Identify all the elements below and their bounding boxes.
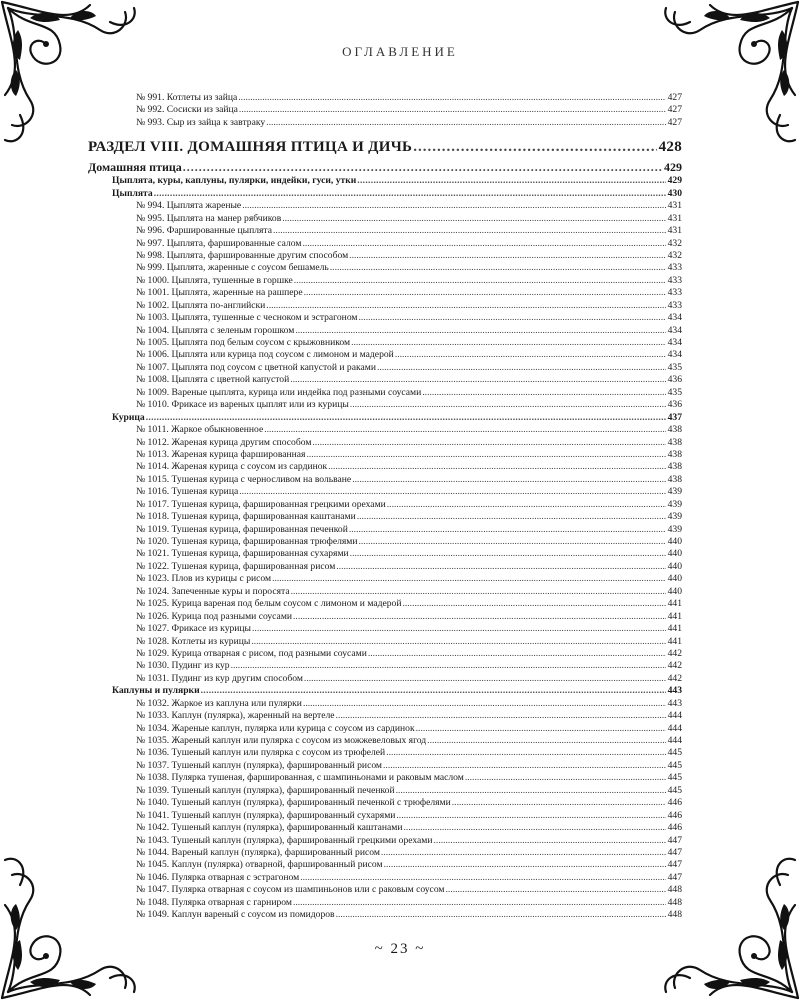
- toc-entry-title: № 1006. Цыплята или курица под соусом с лимоном и мадерой: [136, 349, 394, 361]
- dot-leader: [282, 213, 665, 225]
- dot-leader: [154, 188, 666, 200]
- toc-entry-page: 438: [667, 473, 682, 485]
- toc-entry-page: 441: [667, 610, 682, 622]
- toc-entry-page: 434: [667, 349, 682, 361]
- toc-entry-page: 439: [667, 523, 682, 535]
- toc-entry[interactable]: [88, 337, 682, 349]
- dot-leader: [381, 847, 666, 859]
- dot-leader: [336, 710, 666, 722]
- toc-entry[interactable]: [88, 250, 682, 262]
- toc-entry-title: № 1037. Тушеный каплун (пулярка), фаршированный рисом: [136, 759, 383, 771]
- toc-entry-title: № 1042. Тушеный каплун (пулярка), фаршированный каштанами: [136, 822, 403, 834]
- toc-entry-page: 447: [667, 834, 682, 846]
- toc-entry-title: № 1031. Пудинг из кур другим способом: [136, 672, 303, 684]
- toc-entry-title: № 1002. Цыплята по-английски: [136, 299, 266, 311]
- toc-entry[interactable]: [88, 710, 682, 722]
- toc-entry[interactable]: [88, 573, 682, 585]
- toc-entry-page: 435: [667, 361, 682, 373]
- dot-leader: [304, 673, 666, 685]
- toc-entry[interactable]: [88, 772, 682, 784]
- dot-leader: [330, 262, 666, 274]
- toc-entry-title: № 1026. Курица под разными соусами: [136, 610, 293, 622]
- toc-entry-title: № 996. Фаршированные цыплята: [136, 225, 273, 237]
- toc-entry[interactable]: [88, 723, 682, 735]
- toc-entry-title: № 1038. Пулярка тушеная, фаршированная, с шампиньонами и раковым маслом: [136, 772, 464, 784]
- toc-entry[interactable]: [88, 104, 682, 116]
- toc-entry-title: № 1004. Цыплята с зеленым горошком: [136, 324, 295, 336]
- toc-entry-title: № 1035. Жареный каплун или пулярка с соусом из можжевеловых ягод: [136, 735, 427, 746]
- toc-entry-title: № 1045. Каплун (пулярка) отварной, фаршированный рисом: [136, 859, 383, 871]
- dot-leader: [402, 598, 665, 610]
- toc-entry-page: 439: [667, 498, 682, 510]
- toc-entry-page: 438: [667, 448, 682, 460]
- toc-entry-page: 434: [667, 337, 682, 348]
- toc-entry-page: 431: [667, 200, 682, 212]
- dot-leader: [386, 747, 665, 759]
- toc-entry[interactable]: [88, 524, 682, 536]
- toc-entry-title: Домашняя птица: [88, 160, 182, 175]
- toc-entry-page: 447: [667, 859, 682, 871]
- dot-leader: [368, 648, 666, 660]
- toc-entry-page: 432: [667, 237, 682, 249]
- dot-leader: [403, 822, 665, 834]
- toc-entry-title: № 993. Сыр из зайца к завтраку: [136, 116, 266, 128]
- toc-entry-page: 445: [667, 747, 682, 759]
- dot-leader: [264, 424, 665, 436]
- dot-leader: [359, 312, 666, 324]
- toc-entry-title: № 1007. Цыплята под соусом с цветной капустой и раками: [136, 361, 376, 373]
- toc-entry-page: 440: [667, 548, 682, 560]
- toc-entry[interactable]: [88, 300, 682, 312]
- toc-entry-title: № 997. Цыплята, фаршированные салом: [136, 237, 302, 249]
- toc-entry-page: 434: [667, 324, 682, 336]
- toc-entry[interactable]: [88, 586, 682, 598]
- toc-entry[interactable]: [88, 474, 682, 486]
- toc-entry-page: 433: [667, 274, 682, 286]
- dot-leader: [384, 859, 666, 871]
- dot-leader: [252, 623, 666, 635]
- dot-leader: [312, 437, 665, 449]
- dot-leader: [290, 374, 665, 386]
- toc-entry-title: № 991. Котлеты из зайца: [136, 92, 238, 103]
- toc-entry-title: № 1003. Цыплята, тушенные с чесноком и эстрагоном: [136, 312, 358, 324]
- toc-entry[interactable]: [88, 810, 682, 822]
- toc-entry-page: 431: [667, 225, 682, 237]
- toc-entry-title: № 999. Цыплята, жаренные с соусом бешамель: [136, 262, 329, 274]
- toc-entry[interactable]: [88, 238, 682, 250]
- toc-entry[interactable]: [88, 872, 682, 884]
- page-number: ~ 23 ~: [374, 941, 426, 957]
- toc-entry-page: 442: [667, 647, 682, 659]
- toc-entry[interactable]: [88, 611, 682, 623]
- toc-entry[interactable]: [88, 561, 682, 573]
- toc-entry-page: 433: [667, 262, 682, 274]
- toc-entry-title: № 1046. Пулярка отварная с эстрагоном: [136, 871, 300, 883]
- toc-entry-page: 440: [667, 560, 682, 572]
- toc-entry-page: 446: [667, 809, 682, 821]
- dot-leader: [328, 461, 665, 473]
- dot-leader: [251, 636, 665, 648]
- toc-entry[interactable]: [88, 698, 682, 710]
- toc-entry-title: № 994. Цыплята жареные: [136, 200, 242, 212]
- toc-entry-title: № 1040. Тушеный каплун (пулярка), фаршированный печенкой с трюфелями: [136, 797, 451, 809]
- toc-entry[interactable]: [88, 660, 682, 672]
- toc-entry[interactable]: [88, 362, 682, 374]
- toc-entry[interactable]: [88, 160, 682, 175]
- toc-entry-page: 439: [667, 511, 682, 523]
- table-of-contents: [88, 92, 682, 922]
- toc-entry-title: № 1047. Пулярка отварная с соусом из шампиньонов или с раковым соусом: [136, 884, 445, 896]
- toc-entry-title: Цыплята, куры, каплуны, пулярки, индейки, гуси, утки: [112, 175, 357, 187]
- toc-entry[interactable]: [88, 225, 682, 237]
- dot-leader: [349, 250, 665, 262]
- toc-entry-title: № 1033. Каплун (пулярка), жаренный на вертеле: [136, 710, 335, 722]
- toc-entry-page: 438: [667, 424, 682, 436]
- toc-entry-page: 427: [667, 104, 682, 116]
- toc-entry[interactable]: [88, 374, 682, 386]
- toc-entry-page: 432: [667, 249, 682, 261]
- dot-leader: [238, 92, 665, 104]
- toc-entry-title: № 1041. Тушеный каплун (пулярка), фаршированный сухарями: [136, 809, 396, 821]
- dot-leader: [427, 735, 665, 747]
- toc-entry-title: № 1029. Курица отварная с рисом, под разными соусами: [136, 647, 367, 659]
- toc-entry-title: № 1005. Цыплята под белым соусом с крыжовником: [136, 337, 351, 348]
- dot-leader: [383, 760, 666, 772]
- toc-entry[interactable]: [88, 536, 682, 548]
- toc-entry-page: 444: [667, 735, 682, 746]
- dot-leader: [239, 486, 665, 498]
- toc-entry-page: 427: [667, 92, 682, 103]
- toc-entry-page: 440: [667, 585, 682, 597]
- toc-entry-title: № 1034. Жареные каплун, пулярка или курица с соусом из сардинок: [136, 722, 415, 734]
- toc-entry-title: № 1010. Фрикасе из вареных цыплят или из курицы: [136, 399, 349, 411]
- dot-leader: [377, 362, 666, 374]
- toc-entry[interactable]: [88, 287, 682, 299]
- dot-leader: [446, 884, 666, 896]
- toc-entry-page: 446: [667, 797, 682, 809]
- toc-entry-page: 431: [667, 212, 682, 224]
- toc-entry-page: 440: [667, 573, 682, 585]
- dot-leader: [273, 225, 666, 237]
- toc-entry-title: № 1049. Каплун вареный с соусом из помидоров: [136, 909, 335, 921]
- toc-entry[interactable]: [88, 797, 682, 809]
- toc-entry-title: № 1043. Тушеный каплун (пулярка), фаршированный грецкими орехами: [136, 834, 433, 846]
- toc-entry-title: № 1036. Тушеный каплун или пулярка с соусом из трюфелей: [136, 747, 386, 759]
- dot-leader: [465, 772, 666, 784]
- dot-leader: [183, 160, 662, 175]
- toc-entry[interactable]: [88, 735, 682, 747]
- toc-entry-page: 446: [667, 822, 682, 834]
- toc-entry-title: № 1016. Тушеная курица: [136, 486, 239, 498]
- toc-entry-page: 440: [667, 536, 682, 547]
- dot-leader: [349, 524, 666, 536]
- dot-leader: [396, 785, 666, 797]
- toc-entry-title: № 1024. Запеченные куры и поросята: [136, 585, 290, 597]
- toc-entry[interactable]: [88, 847, 682, 859]
- dot-leader: [201, 685, 666, 697]
- toc-entry-title: Курица: [112, 411, 145, 423]
- toc-entry[interactable]: [88, 673, 682, 685]
- dot-leader: [146, 412, 666, 424]
- toc-entry-title: № 1048. Пулярка отварная с гарниром: [136, 896, 292, 908]
- dot-leader: [416, 723, 666, 735]
- dot-leader: [422, 387, 665, 399]
- toc-entry-page: 429: [664, 160, 682, 175]
- dot-leader: [293, 897, 666, 909]
- toc-entry[interactable]: [88, 499, 682, 511]
- toc-entry-page: 436: [667, 399, 682, 411]
- toc-entry[interactable]: [88, 200, 682, 212]
- toc-entry-page: 441: [667, 635, 682, 647]
- toc-entry-page: 443: [667, 685, 682, 697]
- toc-entry-title: № 1030. Пудинг из кур: [136, 660, 230, 672]
- toc-entry-title: Цыплята: [112, 187, 153, 199]
- running-head: ОГЛАВЛЕНИЕ: [342, 44, 458, 59]
- dot-leader: [291, 586, 666, 598]
- toc-entry[interactable]: [88, 92, 682, 104]
- toc-entry-title: № 1022. Тушеная курица, фаршированная рисом: [136, 560, 336, 572]
- toc-entry[interactable]: [88, 822, 682, 834]
- toc-entry-title: № 1020. Тушеная курица, фаршированная трюфелями: [136, 536, 358, 547]
- toc-entry[interactable]: [88, 785, 682, 797]
- toc-entry-page: 447: [667, 871, 682, 883]
- toc-entry-page: 437: [667, 411, 682, 423]
- toc-entry[interactable]: [88, 897, 682, 909]
- toc-entry[interactable]: [88, 884, 682, 896]
- toc-entry-title: № 998. Цыплята, фаршированные другим способом: [136, 249, 349, 261]
- toc-entry-page: 448: [667, 884, 682, 896]
- toc-entry-title: № 1000. Цыплята, тушенные в горшке: [136, 274, 293, 286]
- toc-entry-page: 434: [667, 312, 682, 324]
- toc-entry-title: № 1009. Вареные цыплята, курица или индейка под разными соусами: [136, 386, 422, 398]
- dot-leader: [266, 117, 665, 129]
- toc-entry-page: 433: [667, 287, 682, 299]
- toc-entry[interactable]: [88, 835, 682, 847]
- dot-leader: [396, 810, 665, 822]
- dot-leader: [293, 611, 666, 623]
- toc-entry-title: № 1015. Тушеная курица с черносливом на вольване: [136, 473, 352, 485]
- toc-entry-title: РАЗДЕЛ VIII. ДОМАШНЯЯ ПТИЦА И ДИЧЬ: [88, 139, 413, 156]
- toc-entry[interactable]: [88, 188, 682, 200]
- dot-leader: [242, 200, 665, 212]
- toc-entry-title: № 1008. Цыплята с цветной капустой: [136, 374, 290, 386]
- dot-leader: [336, 561, 665, 573]
- toc-entry[interactable]: [88, 685, 682, 697]
- toc-entry-page: 438: [667, 436, 682, 448]
- dot-leader: [434, 835, 666, 847]
- dot-leader: [350, 399, 666, 411]
- toc-entry-page: 443: [667, 697, 682, 709]
- toc-entry-page: 445: [667, 784, 682, 796]
- dot-leader: [266, 300, 665, 312]
- toc-entry-page: 430: [667, 187, 682, 199]
- toc-entry-page: 448: [667, 896, 682, 908]
- toc-entry-title: № 1017. Тушеная курица, фаршированная грецкими орехами: [136, 498, 386, 510]
- toc-entry[interactable]: [88, 424, 682, 436]
- toc-entry-page: 445: [667, 772, 682, 784]
- toc-entry[interactable]: [88, 412, 682, 424]
- toc-entry-title: № 1044. Вареный каплун (пулярка), фаршированный рисом: [136, 846, 380, 858]
- toc-entry[interactable]: [88, 636, 682, 648]
- dot-leader: [452, 797, 666, 809]
- toc-entry-title: Каплуны и пулярки: [112, 685, 200, 697]
- toc-entry-page: 429: [667, 175, 682, 187]
- dot-leader: [351, 337, 666, 349]
- toc-entry-title: № 1039. Тушеный каплун (пулярка), фаршированный печенкой: [136, 784, 395, 796]
- toc-entry[interactable]: [88, 399, 682, 411]
- toc-entry[interactable]: [88, 747, 682, 759]
- toc-entry[interactable]: [88, 548, 682, 560]
- toc-entry-title: № 995. Цыплята на манер рябчиков: [136, 212, 282, 224]
- toc-entry-page: 448: [667, 909, 682, 921]
- toc-entry[interactable]: [88, 262, 682, 274]
- dot-leader: [294, 275, 666, 287]
- toc-entry-page: 438: [667, 461, 682, 473]
- toc-entry-title: № 1025. Курица вареная под белым соусом с лимоном и мадерой: [136, 598, 402, 610]
- dot-leader: [306, 449, 665, 461]
- toc-entry-page: 428: [658, 139, 682, 156]
- dot-leader: [359, 536, 666, 548]
- dot-leader: [295, 325, 665, 337]
- dot-leader: [272, 573, 666, 585]
- toc-entry-page: 439: [667, 486, 682, 498]
- dot-leader: [357, 175, 665, 187]
- toc-entry[interactable]: [88, 648, 682, 660]
- dot-leader: [357, 511, 666, 523]
- toc-entry[interactable]: [88, 598, 682, 610]
- dot-leader: [239, 104, 666, 116]
- toc-entry-title: № 1012. Жареная курица другим способом: [136, 436, 312, 448]
- toc-entry-page: 427: [667, 116, 682, 128]
- toc-entry-page: 441: [667, 623, 682, 635]
- toc-entry-title: № 1011. Жаркое обыкновенное: [136, 424, 264, 436]
- toc-entry[interactable]: [88, 387, 682, 399]
- toc-entry-title: № 1021. Тушеная курица, фаршированная сухарями: [136, 548, 349, 560]
- toc-entry[interactable]: [88, 175, 682, 187]
- dot-leader: [352, 474, 665, 486]
- toc-entry-page: 433: [667, 299, 682, 311]
- toc-entry[interactable]: [88, 909, 682, 921]
- toc-entry[interactable]: [88, 213, 682, 225]
- toc-entry-title: № 992. Сосиски из зайца: [136, 104, 238, 116]
- dot-leader: [336, 909, 666, 921]
- toc-entry-title: № 1028. Котлеты из курицы: [136, 635, 251, 647]
- dot-leader: [304, 287, 666, 299]
- toc-entry[interactable]: [88, 437, 682, 449]
- toc-entry[interactable]: [88, 859, 682, 871]
- toc-entry[interactable]: [88, 486, 682, 498]
- toc-entry-page: 447: [667, 846, 682, 858]
- toc-entry[interactable]: [88, 760, 682, 772]
- dot-leader: [231, 660, 666, 672]
- toc-entry-title: № 1027. Фрикасе из курицы: [136, 623, 252, 635]
- dot-leader: [303, 698, 666, 710]
- toc-entry[interactable]: [88, 275, 682, 287]
- toc-entry[interactable]: [88, 449, 682, 461]
- toc-entry-page: 445: [667, 759, 682, 771]
- toc-entry-title: № 1001. Цыплята, жаренные на рашпере: [136, 287, 303, 299]
- toc-entry-title: № 1013. Жареная курица фаршированная: [136, 448, 306, 460]
- toc-entry-page: 442: [667, 672, 682, 684]
- toc-entry-title: № 1014. Жареная курица с соусом из сардинок: [136, 461, 328, 473]
- dot-leader: [300, 872, 665, 884]
- toc-entry-title: № 1023. Плов из курицы с рисом: [136, 573, 272, 585]
- toc-entry-page: 442: [667, 660, 682, 672]
- toc-entry[interactable]: [88, 117, 682, 129]
- toc-entry[interactable]: [88, 136, 682, 158]
- toc-entry[interactable]: [88, 511, 682, 523]
- dot-leader: [350, 548, 666, 560]
- toc-entry[interactable]: [88, 623, 682, 635]
- toc-entry-page: 435: [667, 386, 682, 398]
- toc-entry[interactable]: [88, 349, 682, 361]
- toc-entry-page: 444: [667, 722, 682, 734]
- dot-leader: [387, 499, 666, 511]
- toc-entry[interactable]: [88, 461, 682, 473]
- toc-entry-title: № 1018. Тушеная курица, фаршированная каштанами: [136, 511, 356, 523]
- toc-entry[interactable]: [88, 325, 682, 337]
- toc-entry-title: № 1032. Жаркое из каплуна или пулярки: [136, 697, 302, 709]
- dot-leader: [413, 136, 656, 158]
- toc-entry-page: 436: [667, 374, 682, 386]
- toc-entry-page: 444: [667, 710, 682, 722]
- dot-leader: [302, 238, 665, 250]
- toc-entry-page: 441: [667, 598, 682, 610]
- toc-entry[interactable]: [88, 312, 682, 324]
- dot-leader: [395, 349, 666, 361]
- toc-entry-title: № 1019. Тушеная курица, фаршированная печенкой: [136, 523, 348, 535]
